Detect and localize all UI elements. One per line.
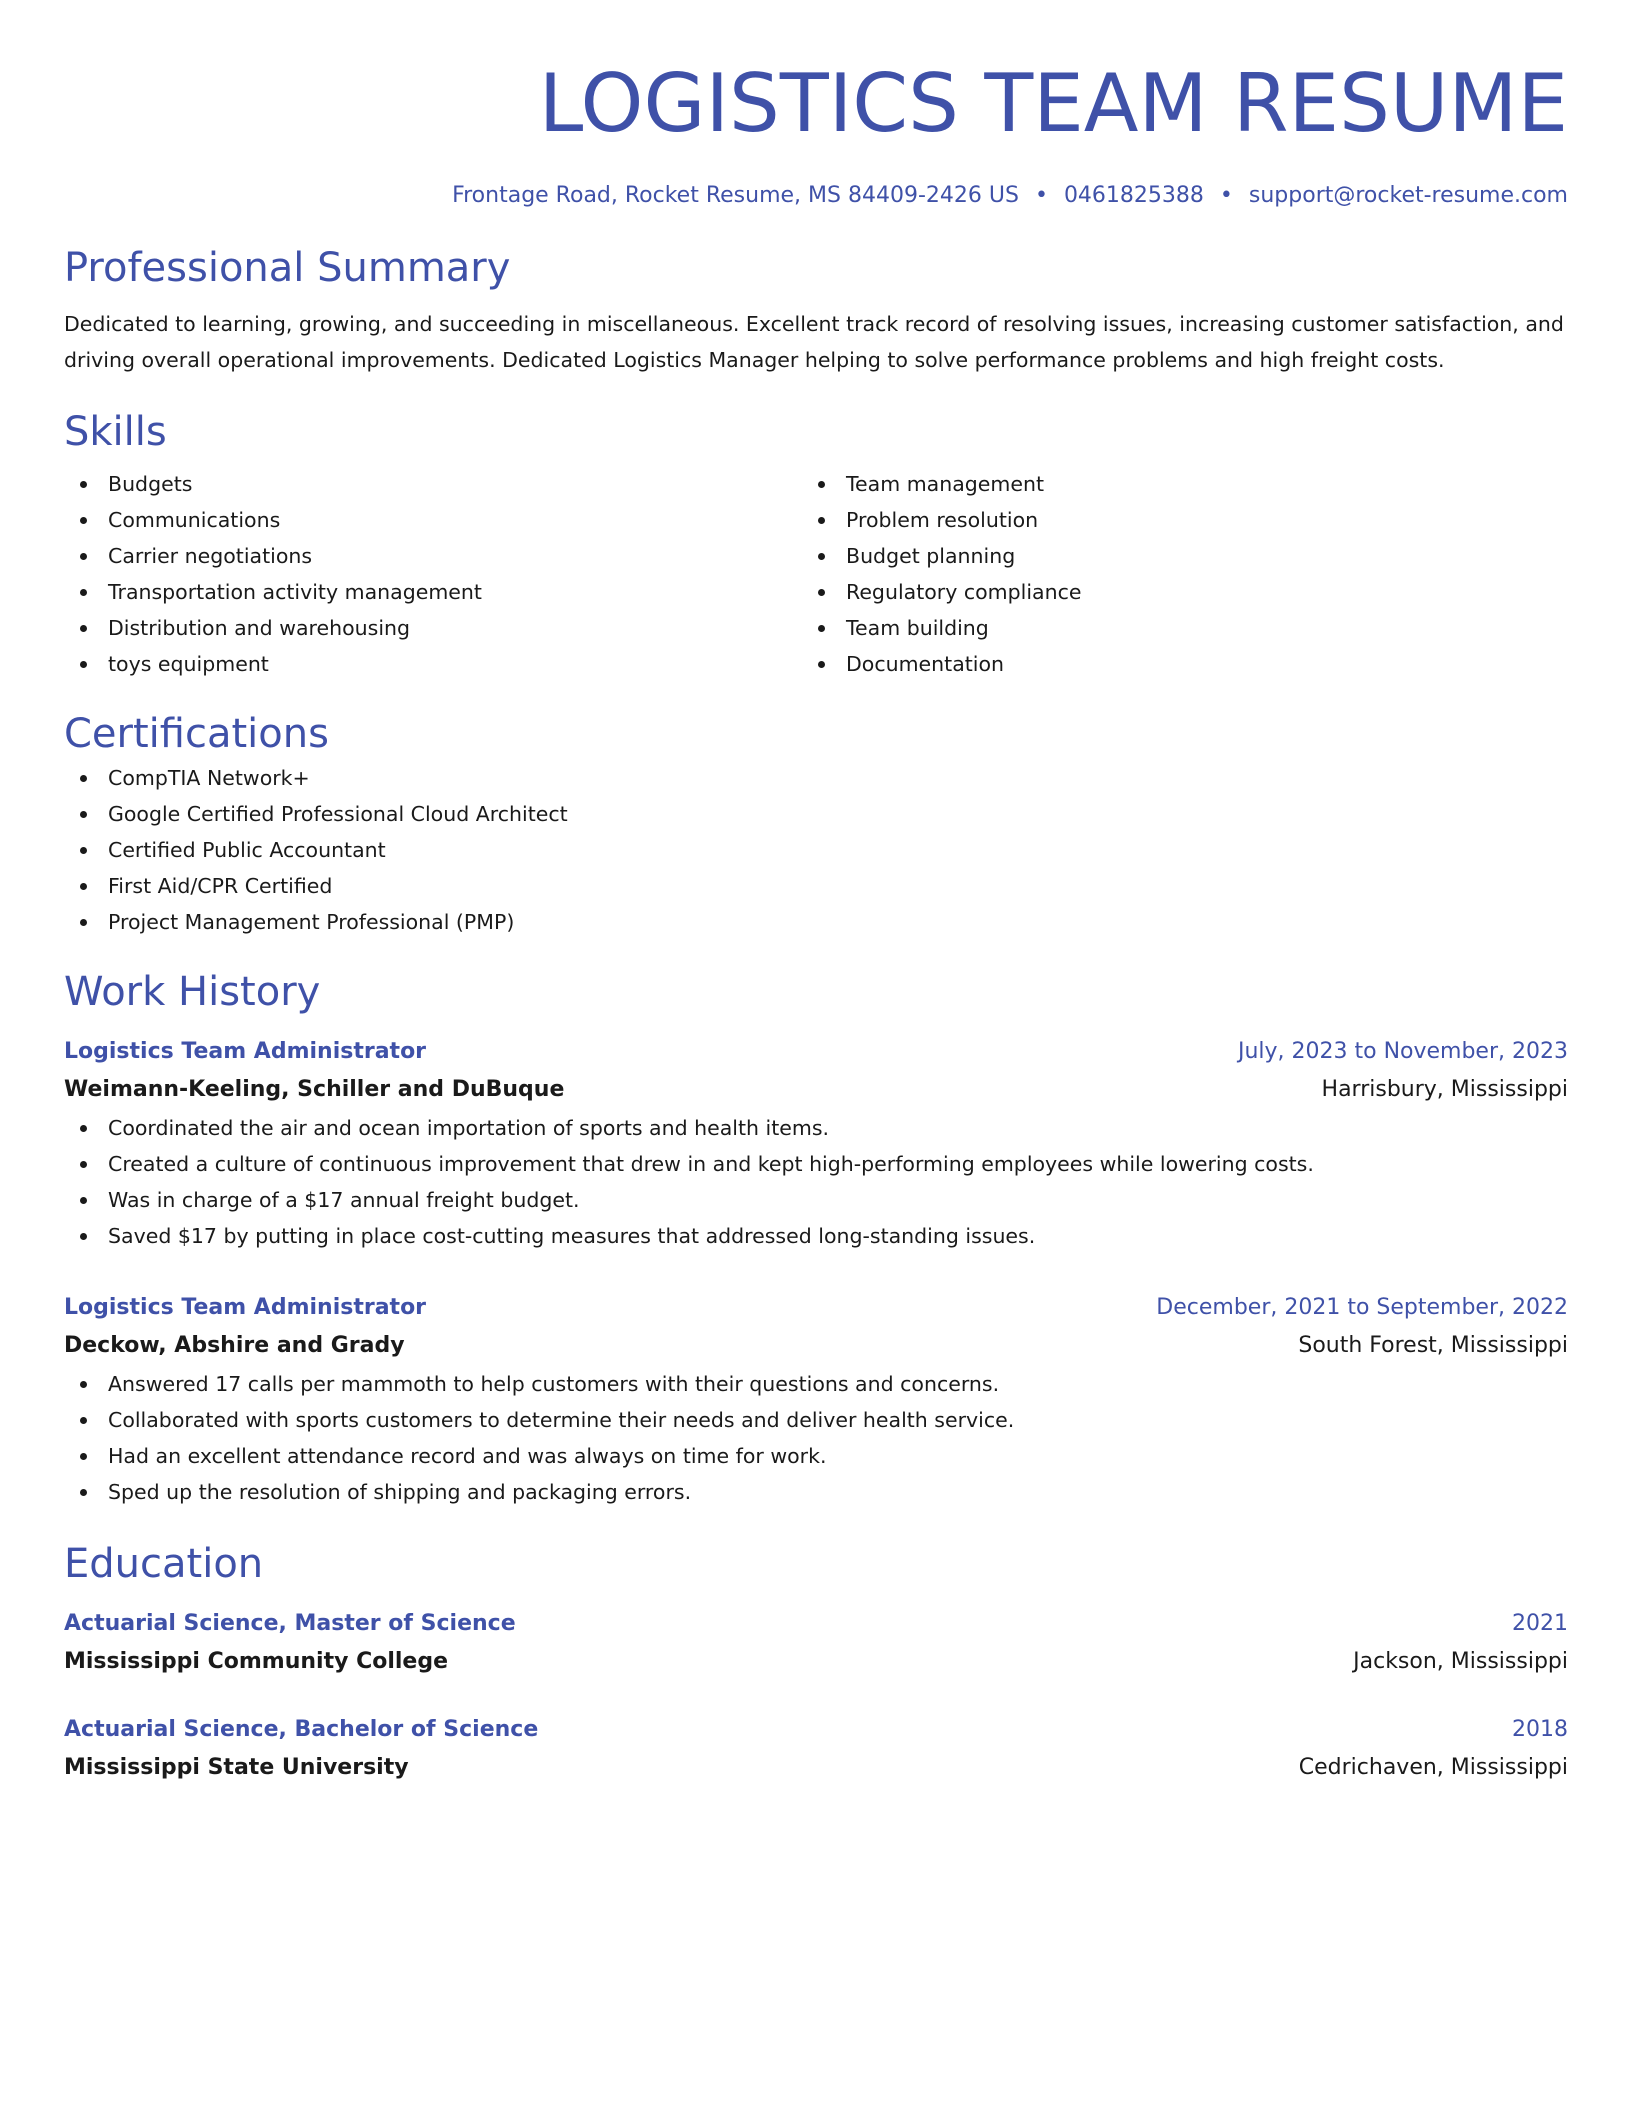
job-dates: December, 2021 to September, 2022 (1156, 1295, 1568, 1320)
job-duty-item: Had an excellent attendance record and was always on time for work. (64, 1438, 1568, 1474)
job-duties-list (64, 1366, 1568, 1510)
skills-section (64, 406, 1568, 682)
resume-title: LOGISTICS TEAM RESUME (538, 57, 1568, 150)
job-duty-item: Collaborated with sports customers to determine their needs and deliver health service. (64, 1402, 1568, 1438)
job-duty-item: Answered 17 calls per mammoth to help customers with their questions and concerns. (64, 1366, 1568, 1402)
contact-separator: • (1034, 183, 1048, 208)
education-header-row (64, 1606, 1568, 1642)
education-school: Mississippi State University (64, 1755, 409, 1780)
job-location: Harrisbury, Mississippi (1321, 1077, 1568, 1102)
skill-item: toys equipment (64, 646, 802, 682)
job-title: Logistics Team Administrator (64, 1295, 427, 1320)
summary-heading: Professional Summary (64, 245, 511, 291)
job-duty-item: Coordinated the air and ocean importation of sports and health items. (64, 1110, 1568, 1146)
contact-address: Frontage Road, Rocket Resume, MS 84409-2426 US (452, 183, 1019, 208)
job-header-row (64, 1034, 1568, 1070)
certification-item: Project Management Professional (PMP) (64, 904, 1568, 940)
job-duty-item: Was in charge of a $17 annual freight budget. (64, 1182, 1568, 1218)
education-entry (64, 1606, 1568, 1682)
education-heading: Education (64, 1541, 264, 1587)
education-school: Mississippi Community College (64, 1649, 449, 1674)
certification-item: Google Certified Professional Cloud Architect (64, 796, 1568, 832)
education-year: 2018 (1512, 1717, 1568, 1742)
job-duty-item: Saved $17 by putting in place cost-cutting measures that addressed long-standing issues. (64, 1218, 1568, 1254)
contact-separator: • (1219, 183, 1233, 208)
summary-section (64, 242, 1568, 378)
education-degree: Actuarial Science, Master of Science (64, 1611, 516, 1636)
skill-item: Team building (802, 610, 1540, 646)
job-duty-item: Sped up the resolution of shipping and packaging errors. (64, 1474, 1568, 1510)
skill-item: Distribution and warehousing (64, 610, 802, 646)
job-dates: July, 2023 to November, 2023 (1237, 1039, 1568, 1064)
skills-column-right (802, 466, 1540, 682)
work-history-section (64, 966, 1568, 1510)
job-duties-list (64, 1110, 1568, 1254)
resume-header (64, 56, 1568, 212)
skill-item: Carrier negotiations (64, 538, 802, 574)
education-location: Jackson, Mississippi (1353, 1649, 1568, 1674)
certification-item: First Aid/CPR Certified (64, 868, 1568, 904)
education-section (64, 1538, 1568, 1788)
summary-text: Dedicated to learning, growing, and succeeding in miscellaneous. Excellent track record of resolving issues, increasing customer satisfaction, and driving overall operational improvements. Dedicated Logistics Manager helping to solve performance problems and high freight costs. (64, 312, 1564, 372)
skill-item: Team management (802, 466, 1540, 502)
education-degree: Actuarial Science, Bachelor of Science (64, 1717, 539, 1742)
contact-email: support@rocket-resume.com (1248, 183, 1568, 208)
skill-item: Transportation activity management (64, 574, 802, 610)
contact-line (64, 180, 1568, 212)
job-header-row (64, 1290, 1568, 1326)
job-location: South Forest, Mississippi (1298, 1333, 1568, 1358)
skills-column-left (64, 466, 802, 682)
certification-item: CompTIA Network+ (64, 760, 1568, 796)
skills-heading: Skills (64, 409, 167, 455)
education-header-row (64, 1712, 1568, 1748)
job-duty-item: Created a culture of continuous improvement that drew in and kept high-performing employees while lowering costs. (64, 1146, 1568, 1182)
job-company: Deckow, Abshire and Grady (64, 1333, 405, 1358)
job-company: Weimann-Keeling, Schiller and DuBuque (64, 1077, 565, 1102)
skill-item: Budget planning (802, 538, 1540, 574)
certification-item: Certified Public Accountant (64, 832, 1568, 868)
education-school-row (64, 1748, 1568, 1788)
education-year: 2021 (1512, 1611, 1568, 1636)
job-company-row (64, 1326, 1568, 1366)
education-location: Cedrichaven, Mississippi (1298, 1755, 1568, 1780)
certifications-section (64, 708, 1568, 940)
skills-list-right (802, 466, 1540, 682)
skill-item: Problem resolution (802, 502, 1540, 538)
skill-item: Documentation (802, 646, 1540, 682)
skill-item: Budgets (64, 466, 802, 502)
skills-grid (64, 466, 1568, 682)
job-entry (64, 1290, 1568, 1510)
education-school-row (64, 1642, 1568, 1682)
contact-phone: 0461825388 (1063, 183, 1204, 208)
job-entry (64, 1034, 1568, 1254)
work-history-heading: Work History (64, 969, 321, 1015)
certifications-list (64, 760, 1568, 940)
education-entry (64, 1712, 1568, 1788)
skills-list-left (64, 466, 802, 682)
skill-item: Communications (64, 502, 802, 538)
job-company-row (64, 1070, 1568, 1110)
job-title: Logistics Team Administrator (64, 1039, 427, 1064)
certifications-heading: Certifications (64, 711, 329, 757)
skill-item: Regulatory compliance (802, 574, 1540, 610)
